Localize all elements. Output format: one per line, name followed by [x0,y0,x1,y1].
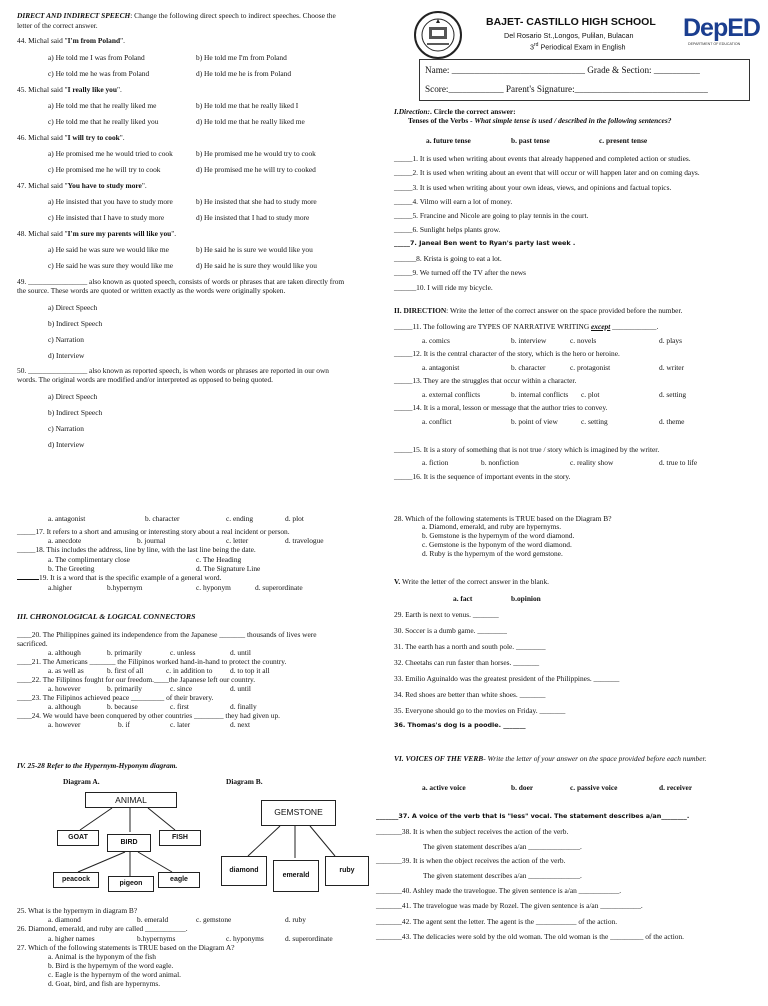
question-47: 47. Michal said "You have to study more". [17,181,147,190]
option: a. antagonist [48,514,86,523]
option: d. theme [659,417,685,426]
option: b) He insisted that she had to study more [196,197,317,206]
choice: c. present tense [599,136,648,145]
question-38: _______38. It is when the subject receives the action of the verb. [376,827,569,836]
question-39-line2: The given statement describes a/an ______________. [423,871,582,880]
section-instructions: : Change the following direct speech to indirect speeches. Choose the [130,11,336,20]
item-2: _____2. It is used when writing about an event that will occur or will happen later and on coming days. [394,168,700,177]
option: a. external conflicts [422,390,481,399]
section-6-heading: VI. VOICES OF THE VERB- Write the letter of your answer on the space provided before each number. [394,754,707,763]
item-8: ______8. Krista is going to eat a lot. [394,254,502,263]
question-18: _____18. This includes the address, line by line, with the last line being the date. [17,545,256,554]
item-1: _____1. It is used when writing about events that already happened and completed action or studies. [394,154,691,163]
question-25: 25. What is the hypernym in diagram B? [17,906,138,915]
question-15: _____15. It is a story of something that is not true / story which is imagined by the writer. [394,445,660,454]
option: b. point of view [511,417,558,426]
option: d. Ruby is the hypernym of the word gemstone. [422,549,563,558]
item-4: _____4. Vilmo will earn a lot of money. [394,197,513,206]
option: b. because [107,702,138,711]
option: b. emerald [137,915,169,924]
option: c. Eagle is the hypernym of the word animal. [48,970,181,979]
option: a) Direct Speech [48,392,98,401]
item-5: _____5. Francine and Nicole are going to play tennis in the court. [394,211,589,220]
option: b. primarily [107,648,142,657]
question-37: _______37. A voice of the verb that is "less" vocal. The statement describes a/an________. [376,812,690,820]
option: c. gemstone [196,915,232,924]
option: c. first [170,702,189,711]
option: a.higher [48,583,73,592]
item-29: 29. Earth is next to venus. _______ [394,610,499,619]
section-2-direction: II. DIRECTION: Write the letter of the correct answer on the space provided before the number. [394,306,683,315]
option: b) He promised me he would try to cook [196,149,316,158]
item-33: 33. Emilio Aguinaldo was the greatest president of the Philippines. _______ [394,674,620,683]
section-3-heading: III. CHRONOLOGICAL & LOGICAL CONNECTORS [17,612,196,621]
section-instructions-line2: letter of the correct answer. [17,21,98,30]
item-36: 36. Thomas's dog is a poodle. _______ [394,721,526,729]
option: a. diamond [48,915,81,924]
choice: b. doer [511,783,534,792]
choice: a. fact [453,594,473,603]
option: d. Goat, bird, and fish are hypernyms. [48,979,161,988]
option: d. plot [285,514,304,523]
option: c. Gemstone is the hyponym of the word diamond. [422,540,572,549]
option: d) He told me he is from Poland [196,69,292,78]
option: c. since [170,684,193,693]
option: b.hypernym [107,583,143,592]
diagram-b-root: GEMSTONE [261,800,336,826]
diagram-b-node: diamond [221,856,267,886]
item-35: 35. Everyone should go to the movies on Friday. _______ [394,706,566,715]
option: c. protagonist [570,363,611,372]
option: b) He said he is sure we would like you [196,245,313,254]
option: c. setting [581,417,608,426]
name-grade-field[interactable]: Name: _____________________________ Grade & Section: __________ [425,65,700,75]
option: c) He told me that he really liked you [48,117,159,126]
option: d. until [230,648,251,657]
option: c. in addition to [166,666,213,675]
option: d. setting [659,390,687,399]
question-17: _____17. It refers to a short and amusing or interesting story about a real incident or person. [17,527,290,536]
option: b. journal [137,536,166,545]
question-50: 50. ________________ also known as reported speech, is when words or phrases are reported in our own [17,366,329,375]
score-signature-field[interactable]: Score:____________ Parent's Signature:_____________________________ [425,84,708,94]
question-20: ____20. The Philippines gained its independence from the Japanese _______ thousands of lives were [17,630,317,639]
diagram-a-node: FISH [159,830,201,846]
option: c. letter [226,536,249,545]
option: d) Interview [48,440,85,449]
item-6: _____6. Sunlight helps plants grow. [394,225,501,234]
option: d. finally [230,702,257,711]
option: c) He insisted that I have to study more [48,213,165,222]
option: c. plot [581,390,600,399]
option: d) Interview [48,351,85,360]
diagram-a-label: Diagram A. [63,777,100,786]
question-43: _______43. The delicacies were sold by the old woman. The old woman is the _________ of the action. [376,932,685,941]
exam-title: 3rd Periodical Exam in English [530,42,626,52]
option: a) He insisted that you have to study more [48,197,173,206]
option: b. primarily [107,684,142,693]
question-20-line2: sacrificed. [17,639,48,648]
option: a. comics [422,336,450,345]
item-30: 30. Soccer is a dumb game. ________ [394,626,507,635]
diagram-b-node: ruby [325,856,369,886]
option: b) Indirect Speech [48,408,103,417]
question-38-line2: The given statement describes a/an ______________. [423,842,582,851]
diagram-a-leaf: eagle [158,872,200,888]
option: c) Narration [48,335,84,344]
question-24: ____24. We would have been conquered by other countries ________ they had given up. [17,711,281,720]
choice: b. past tense [511,136,550,145]
option: b) He told me I'm from Poland [196,53,287,62]
option: c. later [170,720,191,729]
option: b. The Greeting [48,564,95,573]
diagram-b-label: Diagram B. [226,777,263,786]
option: d. to top it all [230,666,270,675]
question-49: 49. ________________ also known as quoted speech, consists of words or phrases that are taken directly from [17,277,345,286]
section-5-direction: V. Write the letter of the correct answer in the blank. [394,577,549,586]
question-23: ____23. The Filipinos achieved peace _________ of their bravery. [17,693,214,702]
option: c. novels [570,336,597,345]
question-22: ____22. The Filipinos fought for our freedom.____the Japanese left our country. [17,675,256,684]
choice: c. passive voice [570,783,618,792]
option: d) He said he is sure they would like you [196,261,317,270]
option: a. conflict [422,417,452,426]
question-27: 27. Which of the following statements is TRUE based on the Diagram A? [17,943,235,952]
question-11: _____11. The following are TYPES OF NARRATIVE WRITING except ____________. [394,322,659,331]
option: a. fiction [422,458,449,467]
section-4-heading: IV. 25-28 Refer to the Hypernym-Hyponym diagram. [17,761,178,770]
item-3: _____3. It is used when writing about your own ideas, views, and opinions and factual topics. [394,183,672,192]
option: d. plays [659,336,682,345]
diagram-a-node: GOAT [57,830,99,846]
question-50-line2: words. The original words are modified and/or interpreted as opposed to being quoted. [17,375,274,384]
choice: a. future tense [426,136,471,145]
choice: b.opinion [511,594,541,603]
option: a. although [48,702,81,711]
diagram-b-node: emerald [273,860,319,892]
option: d. superordinate [255,583,303,592]
option: d. travelogue [285,536,324,545]
question-41: _______41. The travelogue was made by Rozel. The given sentence is a/an ___________. [376,901,643,910]
tenses-heading: Tenses of the Verbs - What simple tense is used / described in the following sentences? [408,116,672,125]
option: b. interview [511,336,547,345]
question-42: _______42. The agent sent the letter. The agent is the ___________ of the action. [376,917,618,926]
deped-subtitle: DEPARTMENT OF EDUCATION [688,42,741,46]
option: a. higher names [48,934,95,943]
diagram-a-leaf: peacock [53,872,99,888]
option: c) He promised me he will try to cook [48,165,161,174]
option: c) He told me he was from Poland [48,69,150,78]
option: a. as well as [48,666,84,675]
option: a. although [48,648,81,657]
option: c. unless [170,648,196,657]
option: b. character [511,363,546,372]
option: a) He told me that he really liked me [48,101,157,110]
school-name: BAJET- CASTILLO HIGH SCHOOL [486,16,656,28]
option: b) Indirect Speech [48,319,103,328]
option: b.hypernyms [137,934,176,943]
school-address: Del Rosario St.,Longos, Pulilan, Bulacan [504,31,634,40]
diagram-a-leaf: pigeon [108,876,154,892]
question-48: 48. Michal said "I'm sure my parents will like you". [17,229,177,238]
option: d. true to life [659,458,698,467]
question-14: _____14. It is a moral, lesson or message that the author tries to convey. [394,403,608,412]
option: a) He promised me he would tried to cook [48,149,173,158]
option: d. superordinate [285,934,333,943]
option: d. ruby [285,915,306,924]
option: d) He told me that he really liked me [196,117,305,126]
question-44: 44. Michal said "I'm from Poland". [17,36,125,45]
option: a. however [48,720,81,729]
item-32: 32. Cheetahs can run faster than horses. _______ [394,658,540,667]
option: b) He told me that he really liked I [196,101,299,110]
option: a) Direct Speech [48,303,98,312]
option: d. until [230,684,251,693]
option: c. ending [226,514,254,523]
diagram-a-root: ANIMAL [85,792,177,808]
option: c) He said he was sure they would like me [48,261,173,270]
choice: a. active voice [422,783,466,792]
question-40: _______40. Ashley made the travelogue. The given sentence is a/an ___________. [376,886,622,895]
option: d) He insisted that I had to study more [196,213,310,222]
section-heading: DIRECT AND INDIRECT SPEECH [17,11,131,20]
choice: d. receiver [659,783,693,792]
question-46: 46. Michal said "I will try to cook". [17,133,125,142]
option: d. writer [659,363,685,372]
item-10: ______10. I will ride my bicycle. [394,283,493,292]
question-16: _____16. It is the sequence of important events in the story. [394,472,571,481]
question-28: 28. Which of the following statements is TRUE based on the Diagram B? [394,514,612,523]
option: b. character [145,514,180,523]
option: a. Diamond, emerald, and ruby are hypernyms. [422,522,562,531]
item-7: _____7. Janeal Ben went to Ryan's party last week . [394,239,576,247]
question-19: 19. It is a word that is the specific example of a general word. [17,574,221,583]
option: b. Gemstone is the hypernym of the word diamond. [422,531,575,540]
question-39: _______39. It is when the object receives the action of the verb. [376,856,566,865]
option: a. antagonist [422,363,460,372]
diagram-a-node: BIRD [107,834,151,852]
deped-logo-text: DepED [683,14,760,42]
option: c. hyponyms [226,934,264,943]
item-9: _____9. We turned off the TV after the news [394,268,527,277]
section-1-direction: I.Direction:. Circle the correct answer: [394,107,516,116]
option: b. first of all [107,666,144,675]
option: b. nonfiction [481,458,519,467]
option: a. however [48,684,81,693]
question-26: 26. Diamond, emerald, and ruby are called ___________. [17,924,188,933]
question-12: _____12. It is the central character of the story, which is the hero or heroine. [394,349,620,358]
option: a. The complimentary close [48,555,130,564]
option: d. The Signature Line [196,564,261,573]
item-34: 34. Red shoes are better than white shoes. _______ [394,690,546,699]
option: c. reality show [570,458,614,467]
question-21: ____21. The Americans _______ the Filipinos worked hand-in-hand to protect the country. [17,657,287,666]
option: b. Bird is the hypernym of the word eagle. [48,961,174,970]
option: b. internal conflicts [511,390,569,399]
question-13: _____13. They are the struggles that occur within a character. [394,376,577,385]
question-45: 45. Michal said "I really like you". [17,85,122,94]
option: c. The Heading [196,555,242,564]
option: b. if [118,720,130,729]
option: a. anecdote [48,536,82,545]
option: d) He promised me he will try to cooked [196,165,316,174]
option: c. hyponym [196,583,231,592]
option: a. Animal is the hyponym of the fish [48,952,156,961]
item-31: 31. The earth has a north and south pole. ________ [394,642,546,651]
question-49-line2: the source. These words are quoted or written exactly as the words were originally spoken. [17,286,286,295]
option: c) Narration [48,424,84,433]
option: d. next [230,720,251,729]
option: a) He told me I was from Poland [48,53,145,62]
option: a) He said he was sure we would like me [48,245,169,254]
